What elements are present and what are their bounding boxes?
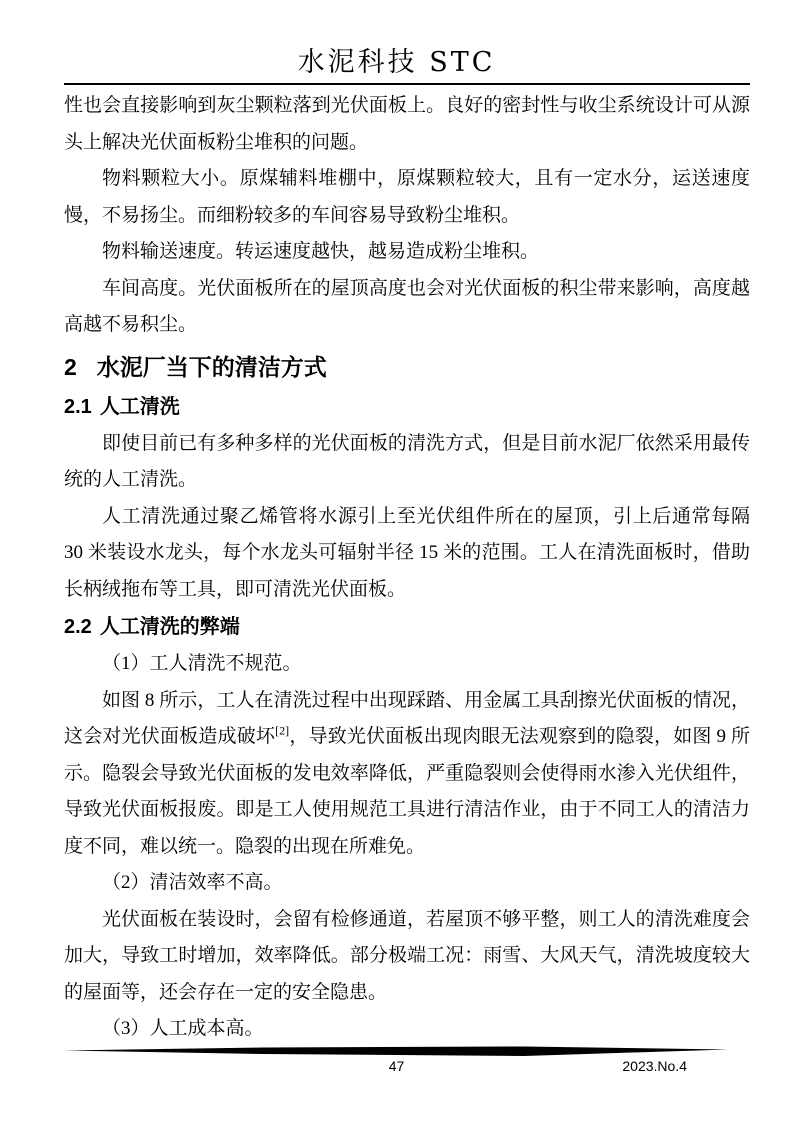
document-body xyxy=(64,88,750,1048)
subsection-title: 人工清洗的弊端 xyxy=(99,616,240,638)
section-heading-2 xyxy=(64,346,750,388)
paragraph-drawback-3-title: （3）人工成本高。 xyxy=(102,1018,264,1039)
paragraph-manual-cleaning-method: 人工清洗通过聚乙烯管将水源引上至光伏组件所在的屋顶，引上后通常每隔 30 米装设水龙头，每个水龙头可辐射半径 15 米的范围。工人在清洗面板时，借助长柄绒拖布等工具，即可清洗光伏面板。 xyxy=(64,505,750,600)
section-title: 水泥厂当下的清洁方式 xyxy=(96,353,327,380)
page-header xyxy=(0,40,793,79)
subsection-heading-2-2 xyxy=(64,608,750,646)
paragraph-workshop-height: 车间高度。光伏面板所在的屋顶高度也会对光伏面板的积尘带来影响，高度越高越不易积尘。 xyxy=(64,277,750,335)
reference-superscript: [2] xyxy=(275,723,290,738)
paragraph-transport-speed: 物料输送速度。转运速度越快，越易造成粉尘堆积。 xyxy=(102,241,540,262)
subsection-number: 2.1 xyxy=(64,395,92,418)
paragraph-intro-continued: 性也会直接影响到灰尘颗粒落到光伏面板上。良好的密封性与收尘系统设计可从源头上解决光伏面板粉尘堆积的问题。 xyxy=(64,95,750,153)
issue-number: 2023.No.4 xyxy=(622,1058,687,1074)
section-number: 2 xyxy=(64,353,77,380)
paragraph-drawback-1-title: （1）工人清洗不规范。 xyxy=(102,653,302,674)
journal-title: 水泥科技 STC xyxy=(297,47,496,78)
drawback-1-text-before-ref: 如图 8 所示，工人在清洗过程中出现踩踏、用金属工具刮擦光伏面板的情况，这会对光伏面板造成破坏 xyxy=(64,689,750,747)
paragraph-particle-size: 物料颗粒大小。原煤辅料堆棚中，原煤颗粒较大，且有一定水分，运送速度慢，不易扬尘。而细粉较多的车间容易导致粉尘堆积。 xyxy=(64,168,750,226)
subsection-heading-2-1 xyxy=(64,388,750,426)
footer-rule xyxy=(64,1046,728,1058)
paragraph-drawback-1-text xyxy=(64,683,750,866)
paragraph-drawback-2-title: （2）清洁效率不高。 xyxy=(102,872,283,893)
paragraph-drawback-2-text: 光伏面板在装设时，会留有检修通道，若屋顶不够平整，则工人的清洗难度会加大，导致工时增加，效率降低。部分极端工况：雨雪、大风天气，清洗坡度较大的屋面等，还会存在一定的安全隐患。 xyxy=(64,908,750,1003)
page-number: 47 xyxy=(388,1058,405,1074)
drawback-1-text-after-ref: ，导致光伏面板出现肉眼无法观察到的隐裂，如图 9 所示。隐裂会导致光伏面板的发电效率降低，严重隐裂则会使得雨水渗入光伏组件，导致光伏面板报废。即是工人使用规范工具进行清洁作业，由于不同工人的清洁力度不同，难以统一。隐裂的出现在所难免。 xyxy=(64,726,750,857)
subsection-number: 2.2 xyxy=(64,616,92,638)
subsection-title: 人工清洗 xyxy=(99,395,180,418)
paragraph-manual-cleaning-intro: 即使目前已有多种多样的光伏面板的清洗方式，但是目前水泥厂依然采用最传统的人工清洗。 xyxy=(64,432,750,490)
header-rule xyxy=(64,83,750,85)
